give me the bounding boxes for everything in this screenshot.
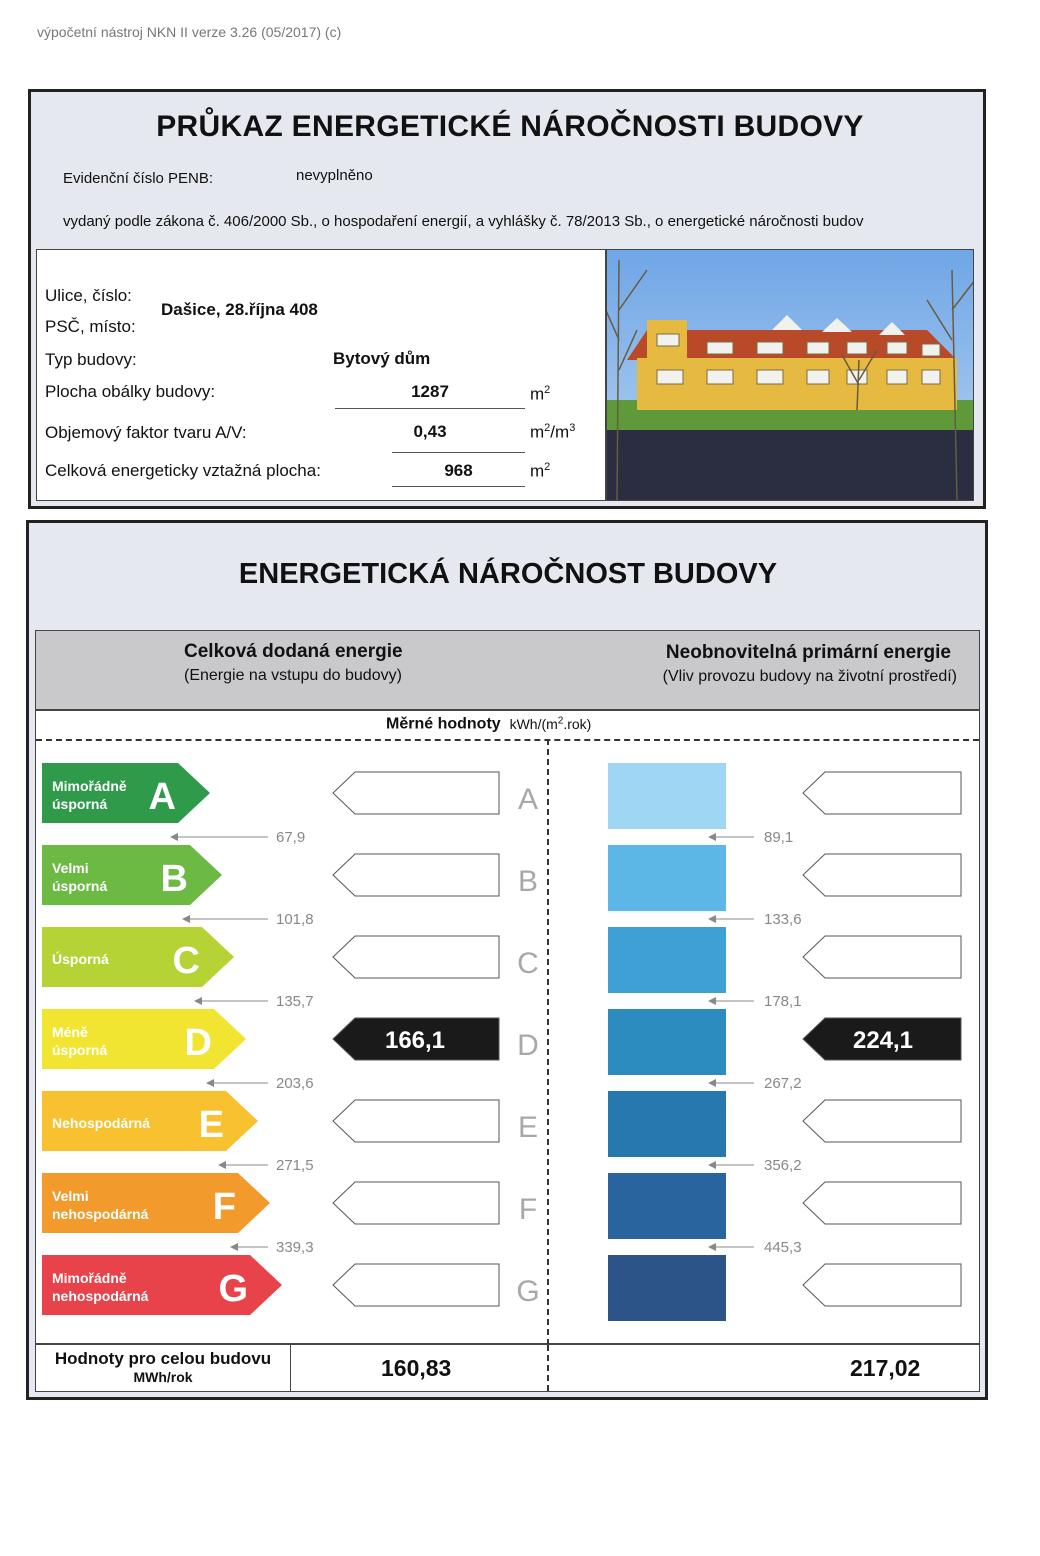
left-value-box-a [333, 772, 499, 814]
right-threshold: 356,2 [764, 1157, 802, 1174]
class-label-g: Mimořádně [52, 1270, 127, 1286]
right-value-box-g [803, 1264, 961, 1306]
primary-color-block-g [608, 1255, 726, 1321]
right-threshold-arrow [708, 915, 716, 923]
right-threshold-arrow [708, 1161, 716, 1169]
left-threshold-arrow [194, 997, 202, 1005]
energy-scale-panel [35, 710, 980, 1344]
specific-values-heading: Měrné hodnoty kWh/$(m^2.rok)$ [386, 715, 592, 733]
scale-letter-g: G [516, 1275, 540, 1308]
totals-row [35, 1344, 980, 1392]
scale-letter-b: B [517, 865, 539, 898]
right-value-box-b [803, 854, 961, 896]
left-threshold-arrow [230, 1243, 238, 1251]
right-header-title: Neobnovitelná primární energie [665, 642, 951, 663]
class-letter-g: G [218, 1268, 248, 1310]
class-label2-a: úsporná [52, 796, 108, 812]
class-label-f: Velmi [52, 1188, 89, 1204]
left-value-box-f [333, 1182, 499, 1224]
left-threshold-arrow [206, 1079, 214, 1087]
tool-version: výpočetní nástroj NKN II verze 3.26 (05/2017) (c) [37, 24, 342, 40]
right-value: 224,1 [852, 1027, 914, 1054]
building-info-panel [36, 249, 606, 501]
right-threshold: 445,3 [764, 1239, 802, 1256]
left-value-box-b [333, 854, 499, 896]
primary-color-block-b [608, 845, 726, 911]
factor-underline [392, 452, 525, 453]
left-threshold: 203,6 [276, 1075, 314, 1092]
left-threshold-arrow [170, 833, 178, 841]
scale-letter-e: E [517, 1111, 539, 1144]
primary-color-block-d [608, 1009, 726, 1075]
scale-letter-d: D [517, 1029, 539, 1062]
building-photo [606, 249, 974, 501]
left-threshold-arrow [218, 1161, 226, 1169]
energy-scale-svg [36, 711, 979, 1345]
energy-title: ENERGETICKÁ NÁROČNOST BUDOVY [238, 558, 778, 590]
primary-color-block-f [608, 1173, 726, 1239]
class-label-c: Úsporná [52, 951, 109, 967]
left-threshold-arrow [182, 915, 190, 923]
right-threshold: 178,1 [764, 993, 802, 1010]
energy-header [35, 630, 980, 710]
right-threshold-arrow [708, 1079, 716, 1087]
totals-label: Hodnoty pro celou budovu [54, 1349, 272, 1368]
area-underline [392, 486, 525, 487]
primary-color-block-e [608, 1091, 726, 1157]
type-value: Bytový dům [333, 349, 431, 368]
factor-label: Objemový faktor tvaru A/V: [45, 423, 247, 442]
psc-label: PSČ, místo: [45, 317, 136, 336]
totals-unit: MWh/rok [133, 1369, 193, 1385]
primary-color-block-c [608, 927, 726, 993]
class-letter-b: B [160, 858, 188, 900]
scale-letter-a: A [517, 783, 539, 816]
right-threshold: 267,2 [764, 1075, 802, 1092]
class-label-a: Mimořádně [52, 778, 127, 794]
totals-label-cell [36, 1345, 291, 1391]
right-value-box-e [803, 1100, 961, 1142]
left-threshold: 101,8 [276, 911, 314, 928]
right-value-box-f [803, 1182, 961, 1224]
right-threshold: 133,6 [764, 911, 802, 928]
envelope-value: 1287 [411, 382, 449, 401]
class-letter-f: F [212, 1186, 236, 1228]
total-primary-energy: 217,02 [850, 1355, 921, 1381]
class-label2-b: úsporná [52, 878, 108, 894]
left-value-box-e [333, 1100, 499, 1142]
envelope-underline [335, 408, 525, 409]
left-threshold: 67,9 [276, 829, 306, 846]
left-header-title: Celková dodaná energie [184, 641, 403, 662]
class-letter-c: C [172, 940, 200, 982]
class-label-d: Méně [52, 1024, 88, 1040]
envelope-label: Plocha obálky budovy: [45, 382, 216, 401]
class-label-e: Nehospodárná [52, 1115, 151, 1131]
class-label2-f: nehospodárná [52, 1206, 149, 1222]
envelope-unit: $m^2$ [530, 384, 551, 404]
evidence-value: nevyplněno [296, 167, 373, 184]
class-label-b: Velmi [52, 860, 89, 876]
factor-value: 0,43 [413, 422, 447, 441]
totals-divider [547, 1345, 549, 1391]
total-delivered-energy: 160,83 [381, 1355, 452, 1381]
right-threshold-arrow [708, 997, 716, 1005]
primary-color-block-a [608, 763, 726, 829]
class-letter-d: D [184, 1022, 212, 1064]
left-value-box-g [333, 1264, 499, 1306]
right-header-subtitle: (Vliv provozu budovy na životní prostředí) [662, 668, 957, 685]
scale-letter-c: C [517, 947, 539, 980]
left-threshold: 271,5 [276, 1157, 314, 1174]
right-value-box-c [803, 936, 961, 978]
left-header-subtitle: (Energie na vstupu do budovy) [184, 667, 402, 684]
evidence-label: Evidenční číslo PENB: [63, 170, 214, 187]
class-letter-e: E [198, 1104, 224, 1146]
left-threshold: 135,7 [276, 993, 314, 1010]
left-value: 166,1 [384, 1027, 446, 1054]
factor-unit: $m^2/m^3$ [530, 422, 576, 442]
right-threshold-arrow [708, 833, 716, 841]
address-value: Dašice, 28.října 408 [161, 300, 318, 319]
class-label2-g: nehospodárná [52, 1288, 149, 1304]
area-value: 968 [444, 461, 473, 480]
type-label: Typ budovy: [45, 350, 137, 369]
right-value-box-a [803, 772, 961, 814]
class-label2-d: úsporná [52, 1042, 108, 1058]
left-value-box-c [333, 936, 499, 978]
area-unit: $m^2$ [530, 461, 551, 481]
street-label: Ulice, číslo: [45, 286, 132, 305]
class-letter-a: A [148, 776, 176, 818]
law-text: vydaný podle zákona č. 406/2000 Sb., o hospodaření energií, a vyhlášky č. 78/2013 Sb., o energetické náročnosti budov [63, 213, 864, 230]
area-label: Celková energeticky vztažná plocha: [45, 461, 321, 480]
certificate-title: PRŮKAZ ENERGETICKÉ NÁROČNOSTI BUDOVY [156, 110, 864, 143]
right-threshold: 89,1 [764, 829, 794, 846]
scale-letter-f: F [518, 1193, 538, 1226]
left-threshold: 339,3 [276, 1239, 314, 1256]
right-threshold-arrow [708, 1243, 716, 1251]
